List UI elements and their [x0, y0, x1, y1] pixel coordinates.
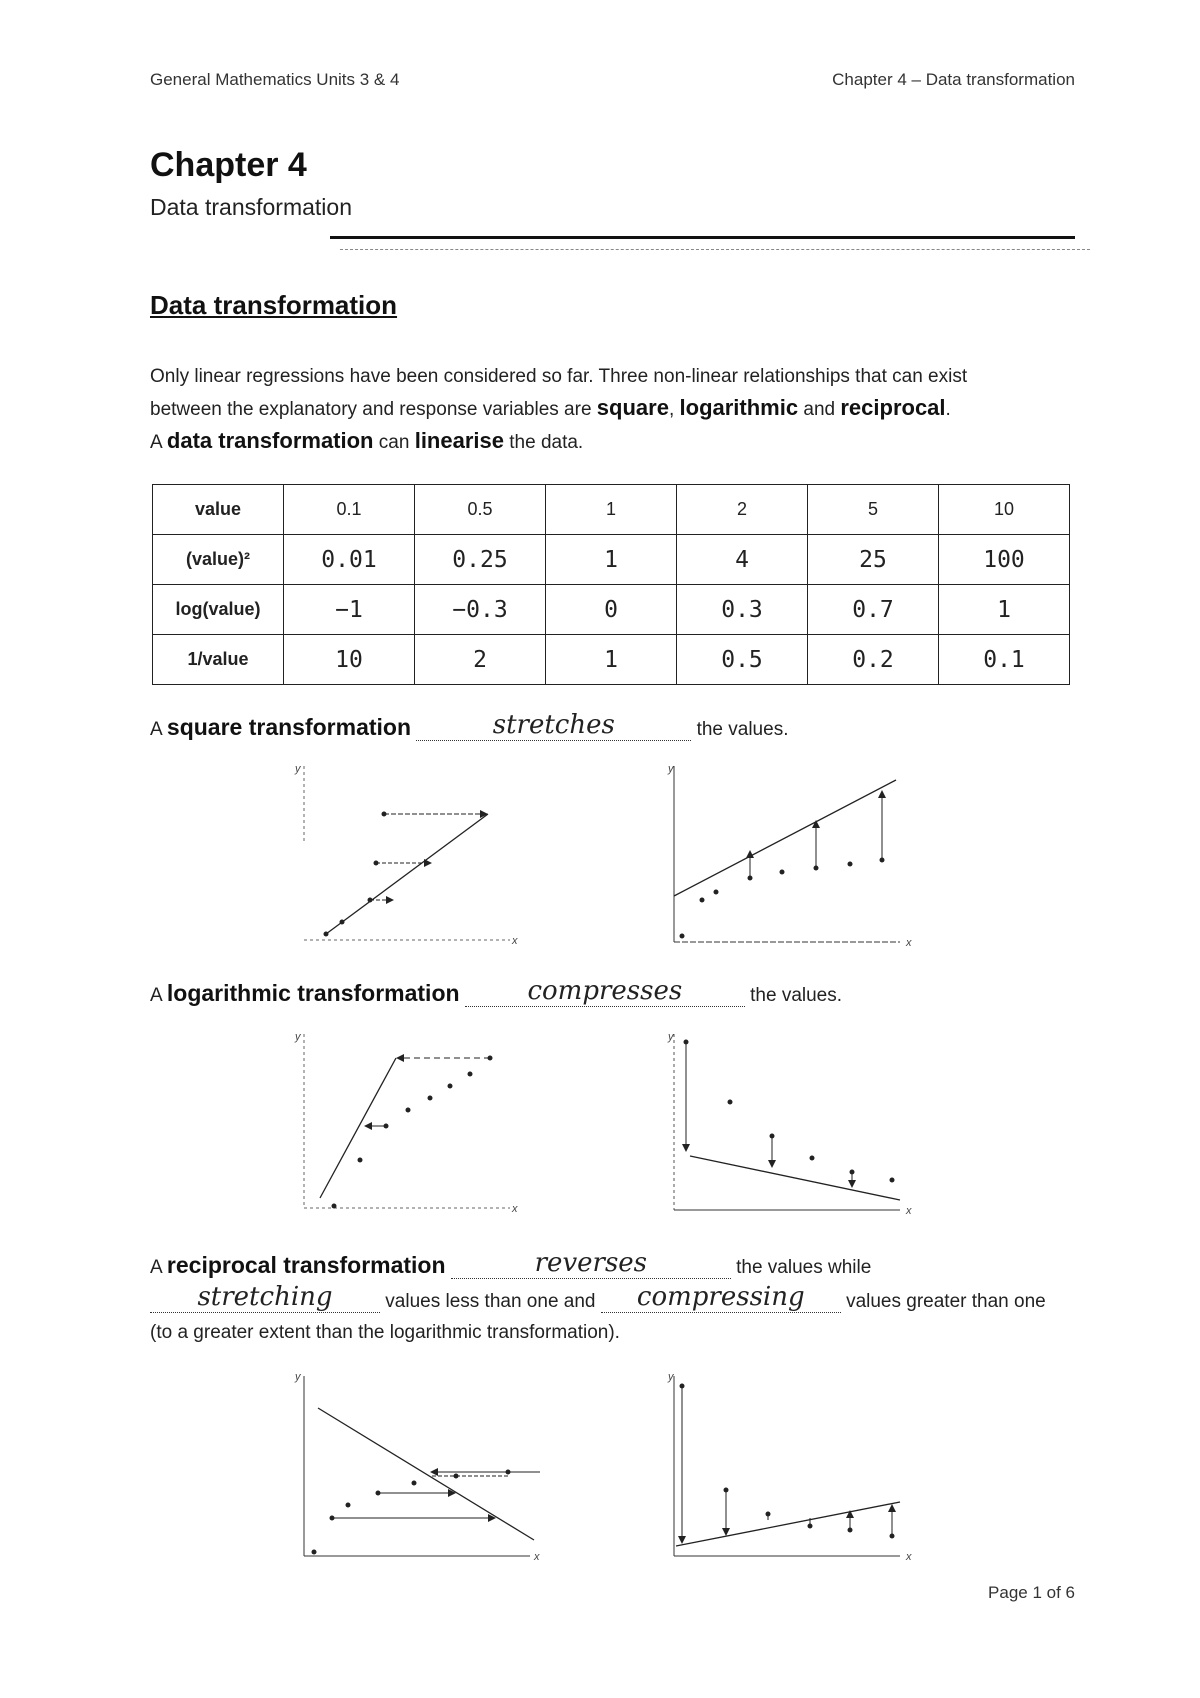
table-cell: 1	[546, 635, 677, 685]
table-cell: 0.2	[808, 635, 939, 685]
recip-graph-right	[660, 1368, 930, 1570]
table-row	[153, 585, 1070, 635]
recip-line-2	[150, 1282, 1046, 1313]
data-point	[428, 1096, 433, 1101]
square-statement	[150, 710, 788, 741]
recip-answer-3: compressing	[601, 1282, 841, 1313]
fit-line	[326, 814, 488, 934]
table-cell: 1	[546, 535, 677, 585]
table-cell: 100	[939, 535, 1070, 585]
transformation-table	[152, 484, 1070, 685]
keyword-reciprocal: reciprocal	[840, 395, 946, 420]
intro-line-2-text: between the explanatory and response variables are	[150, 399, 592, 420]
recip-answer: reverses	[451, 1248, 731, 1279]
fit-line	[674, 780, 896, 896]
square-tail: the values.	[696, 719, 789, 740]
table-cell: 0.25	[415, 535, 546, 585]
table-cell: 25	[808, 535, 939, 585]
arrowhead	[364, 1122, 372, 1130]
intro-line-2	[150, 397, 951, 419]
recip-line-3: (to a greater extent than the logarithmic transformation).	[150, 1322, 620, 1343]
header-left: General Mathematics Units 3 & 4	[150, 70, 400, 89]
keyword-square: square	[596, 395, 669, 420]
square-term: square transformation	[166, 714, 412, 740]
table-cell: −1	[284, 585, 415, 635]
table-cell: 10	[939, 485, 1070, 535]
table-cell: 4	[677, 535, 808, 585]
intro-line-3	[150, 430, 583, 452]
x-axis-label: x	[534, 1551, 540, 1563]
data-point	[468, 1072, 473, 1077]
arrowhead	[848, 1180, 856, 1188]
log-statement	[150, 976, 842, 1007]
y-axis-label: y	[668, 763, 674, 775]
keyword-data-transformation: data transformation	[166, 428, 374, 453]
table-cell: −0.3	[415, 585, 546, 635]
row-head: log(value)	[153, 585, 284, 635]
table-cell: 2	[677, 485, 808, 535]
title-rule-dashed	[340, 249, 1090, 250]
recip-answer-2: stretching	[150, 1282, 380, 1313]
data-point	[406, 1108, 411, 1113]
table-cell: 1	[939, 585, 1070, 635]
log-a: A	[150, 985, 162, 1006]
data-point	[700, 898, 705, 903]
recip-a: A	[150, 1257, 162, 1278]
table-cell: 0	[546, 585, 677, 635]
arrowhead	[430, 1468, 438, 1476]
table-cell: 2	[415, 635, 546, 685]
arrowhead	[888, 1504, 896, 1512]
intro-and: and	[803, 399, 836, 420]
x-axis-label: x	[906, 1205, 912, 1217]
intro-can: can	[378, 432, 410, 453]
data-point	[358, 1158, 363, 1163]
table-cell: 0.1	[284, 485, 415, 535]
log-graph-left	[290, 1028, 530, 1228]
data-point	[680, 934, 685, 939]
intro-comma: ,	[668, 399, 675, 420]
y-axis-label: y	[668, 1031, 674, 1043]
data-point	[728, 1100, 733, 1105]
data-point	[810, 1156, 815, 1161]
row-head: value	[153, 485, 284, 535]
title-rule	[330, 236, 1075, 239]
x-axis-label: x	[512, 935, 518, 947]
table-row	[153, 485, 1070, 535]
table-cell: 0.01	[284, 535, 415, 585]
intro-end: the data.	[509, 432, 584, 453]
square-graph-right	[660, 760, 930, 960]
y-axis-label: y	[295, 763, 301, 775]
square-a: A	[150, 719, 162, 740]
recip-graph-left	[290, 1368, 550, 1570]
data-point	[312, 1550, 317, 1555]
log-graph-right	[660, 1028, 930, 1228]
arrowhead	[722, 1528, 730, 1536]
row-head: (value)²	[153, 535, 284, 585]
y-axis-label: y	[668, 1371, 674, 1383]
keyword-logarithmic: logarithmic	[679, 395, 799, 420]
table-cell: 0.3	[677, 585, 808, 635]
header-right: Chapter 4 – Data transformation	[832, 70, 1075, 89]
chapter-title: Chapter 4	[150, 146, 307, 184]
intro-period: .	[945, 399, 951, 420]
arrowhead	[424, 859, 432, 867]
arrowhead	[386, 896, 394, 904]
section-title: Data transformation	[150, 290, 398, 320]
table-cell: 0.5	[677, 635, 808, 685]
table-cell: 0.5	[415, 485, 546, 535]
data-point	[332, 1204, 337, 1209]
arrowhead	[682, 1144, 690, 1152]
table-cell: 0.7	[808, 585, 939, 635]
data-point	[848, 862, 853, 867]
square-answer: stretches	[416, 710, 691, 741]
y-axis-label: y	[295, 1031, 301, 1043]
fit-line	[676, 1502, 900, 1546]
chapter-subtitle: Data transformation	[150, 194, 352, 220]
arrowhead	[768, 1160, 776, 1168]
x-axis-label: x	[906, 1551, 912, 1563]
intro-a: A	[150, 432, 162, 453]
data-point	[340, 920, 345, 925]
table-cell: 5	[808, 485, 939, 535]
page-number: Page 1 of 6	[988, 1583, 1075, 1602]
table-row	[153, 635, 1070, 685]
data-point	[324, 932, 329, 937]
arrowhead	[878, 790, 886, 798]
arrowhead	[488, 1514, 496, 1522]
recip-term: reciprocal transformation	[166, 1252, 446, 1278]
row-head: 1/value	[153, 635, 284, 685]
arrowhead	[812, 820, 820, 828]
data-point	[714, 890, 719, 895]
recip-end: values greater than one	[846, 1291, 1046, 1312]
data-point	[448, 1084, 453, 1089]
arrowhead	[396, 1054, 404, 1062]
log-term: logarithmic transformation	[166, 980, 460, 1006]
intro-line-1: Only linear regressions have been considered so far. Three non-linear relationships that can exist	[150, 366, 968, 387]
table-row	[153, 535, 1070, 585]
data-point	[780, 870, 785, 875]
table-cell: 0.1	[939, 635, 1070, 685]
fit-line	[690, 1156, 900, 1200]
table-cell: 10	[284, 635, 415, 685]
table-cell: 1	[546, 485, 677, 535]
recip-statement	[150, 1248, 871, 1279]
recip-tail: the values while	[736, 1257, 872, 1278]
fit-line	[318, 1408, 534, 1540]
arrowhead	[746, 850, 754, 858]
log-tail: the values.	[750, 985, 843, 1006]
x-axis-label: x	[512, 1203, 518, 1215]
data-point	[890, 1178, 895, 1183]
keyword-linearise: linearise	[414, 428, 504, 453]
data-point	[346, 1503, 351, 1508]
arrowhead	[678, 1536, 686, 1544]
x-axis-label: x	[906, 937, 912, 949]
y-axis-label: y	[295, 1371, 301, 1383]
log-answer: compresses	[465, 976, 745, 1007]
data-point	[412, 1481, 417, 1486]
square-graph-left	[290, 760, 530, 960]
recip-mid: values less than one and	[385, 1291, 596, 1312]
